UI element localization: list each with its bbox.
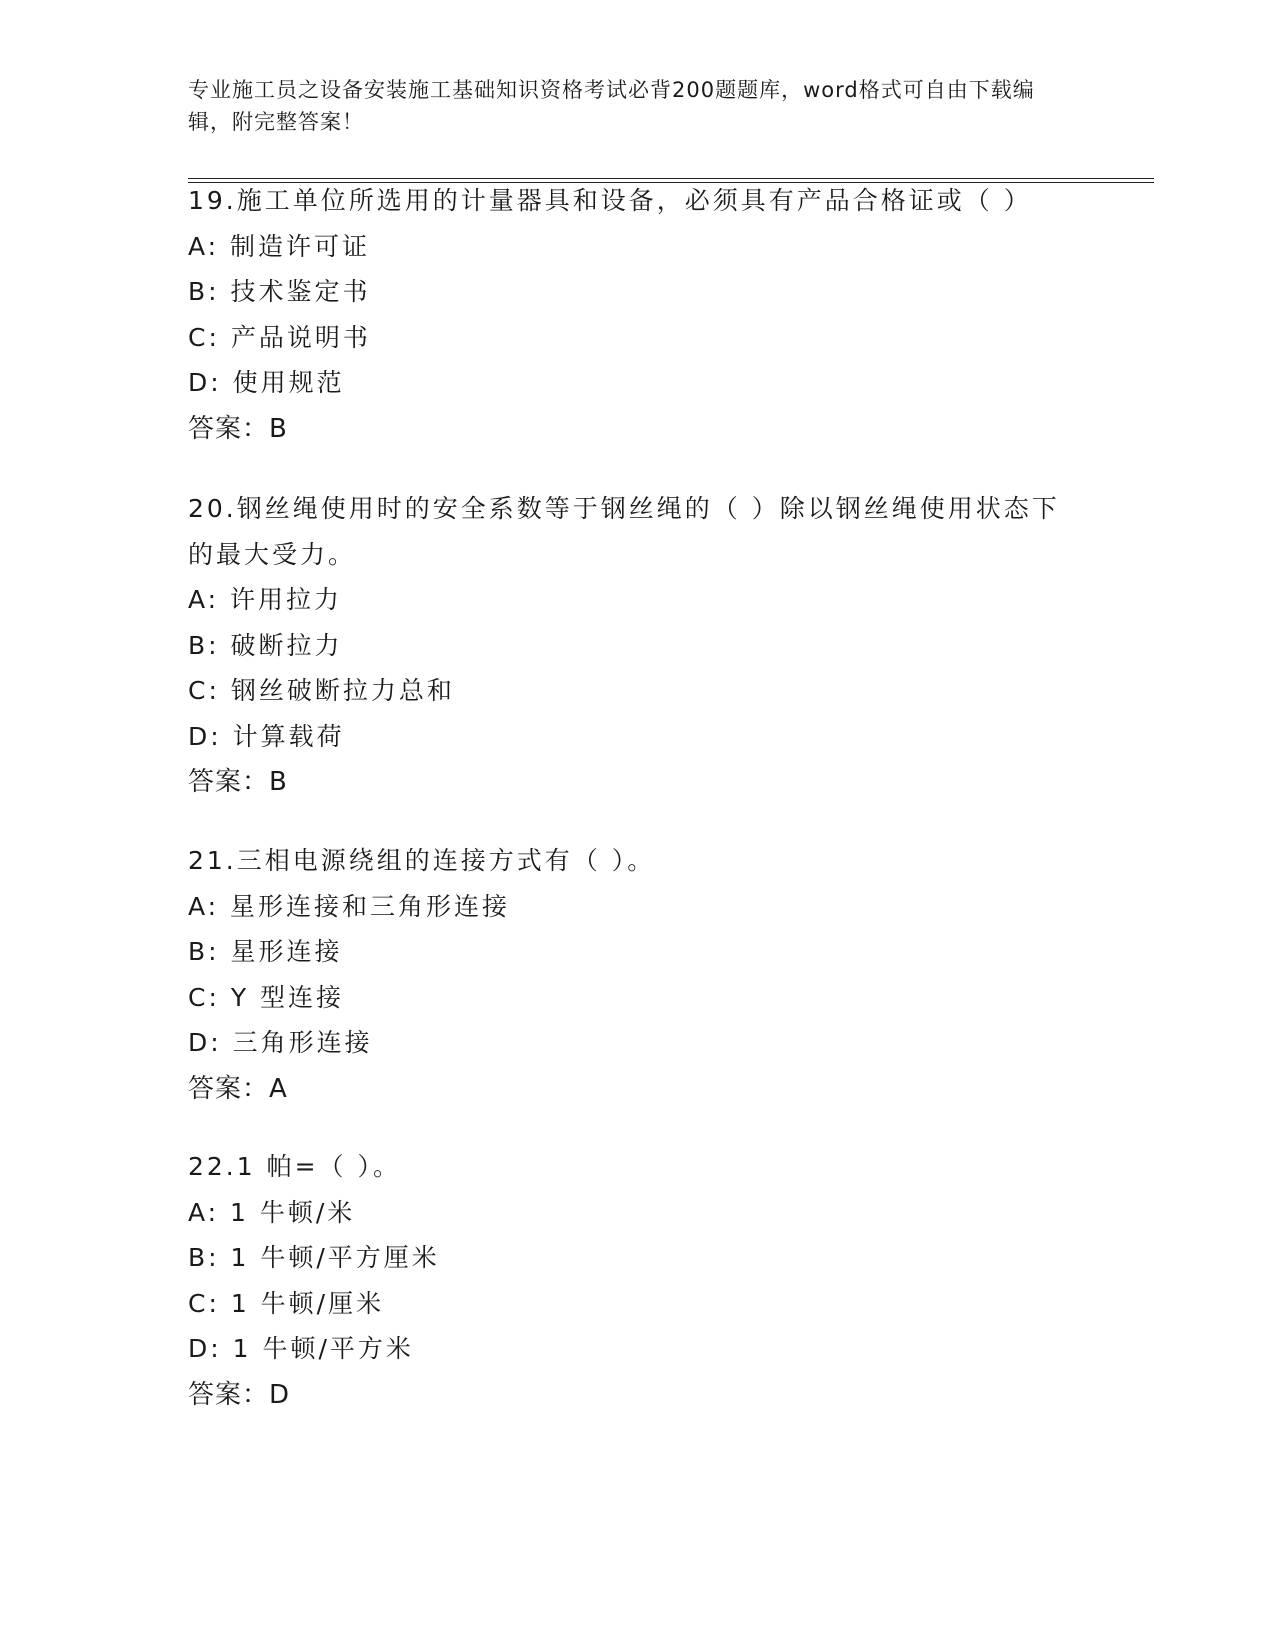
option-a: A: 星形连接和三角形连接 (188, 891, 511, 921)
option-b: B: 1 牛顿/平方厘米 (188, 1243, 440, 1272)
question-19 (188, 178, 1068, 452)
answer-text: 答案：B (188, 413, 288, 444)
option-a: A: 制造许可证 (188, 231, 371, 261)
option-a: A: 许用拉力 (188, 585, 343, 614)
option-b: B: 破断拉力 (188, 630, 343, 660)
option-c: C: 产品说明书 (188, 322, 371, 352)
question-stem: 19.施工单位所选用的计量器具和设备，必须具有产品合格证或（ ） (188, 186, 1032, 215)
option-d: D: 计算载荷 (188, 721, 345, 751)
option-c: C: 钢丝破断拉力总和 (188, 676, 455, 705)
question-20 (188, 486, 1068, 805)
question-stem: 21.三相电源绕组的连接方式有（ ）。 (188, 846, 656, 875)
option-d: D: 1 牛顿/平方米 (188, 1334, 414, 1363)
question-22 (188, 1144, 1068, 1418)
option-c: C: 1 牛顿/厘米 (188, 1288, 385, 1318)
answer-text: 答案：B (188, 767, 288, 797)
option-b: B: 技术鉴定书 (188, 277, 371, 306)
document-title: 专业施工员之设备安装施工基础知识资格考试必背200题题库，word格式可自由下载编辑，附完整答案！ (188, 78, 1035, 134)
answer-text: 答案：D (188, 1379, 291, 1410)
option-c: C: Y 型连接 (188, 982, 345, 1012)
option-d: D: 使用规范 (188, 368, 345, 397)
option-b: B: 星形连接 (188, 937, 343, 966)
option-d: D: 三角形连接 (188, 1028, 373, 1057)
question-stem: 20.钢丝绳使用时的安全系数等于钢丝绳的（ ）除以钢丝绳使用状态下的最大受力。 (188, 494, 1060, 569)
question-stem: 22.1 帕=（ ）。 (188, 1152, 402, 1181)
answer-text: 答案：A (188, 1073, 288, 1104)
option-a: A: 1 牛顿/米 (188, 1197, 356, 1227)
question-21 (188, 838, 1068, 1112)
